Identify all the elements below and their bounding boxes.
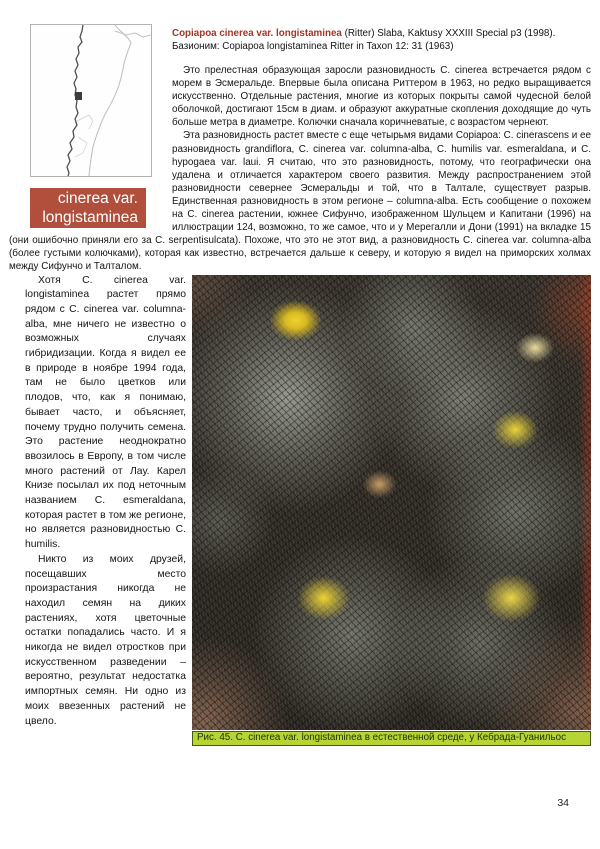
inland-line-2 xyxy=(75,137,87,157)
paragraph-3: Хотя C. cinerea var. longistaminea растет прямо рядом с C. cinerea var. columna-alba, мне ничего не известно о возможных случаях гибридизации. Когда я видел ее в природе в ноябре 1994 года, там не было цветков или плодов, что, как я понимаю, бывает часто, и объясняет, почему трудно получить семена. Это растение неоднократно ввозилось в Европу, в том числе много растений от Лау. Карел Книзе посылал их под неточным названием C. esmeraldana, которая растет в том же регионе, но является разновидностью C. humilis. xyxy=(25,274,186,551)
paragraph-1: Это прелестная образующая заросли разновидность C. cinerea встречается рядом с морем в Эсмеральде. Впервые была описана Риттером в 1963, но редко выращивается искусственно. Отдельные растения, многие из которых покрыты самой чудесной белой оболочкой, достигают 15см в диам. и образуют аккуратные скопления доходящие до чуть больше метра в диаметре. Колючки сначала коричневатые, с возрастом чернеют. xyxy=(172,65,591,129)
chile-map-drawing xyxy=(31,25,151,176)
title-reference: (Ritter) Slaba, Kaktusy XXXIII Special p3 (1998). xyxy=(341,28,556,39)
border-line xyxy=(89,25,131,176)
variety-label-line1: cinerea var. xyxy=(57,190,138,207)
species-title: Copiapoa cinerea var. longistaminea xyxy=(172,28,342,39)
paragraph-2: Эта разновидность растет вместе с еще четырьмя видами Copiapoa: C. cinerascens и ее разновидность grandiflora, C. cinerea var. columna-alba, C. humilis var. esmeraldana, и C. hypogaea var. laui. Я считаю, что это разновидность, потому, что географически она удалена и отличается характером своего развития. Между распространением этой разновидности севернее Эсмеральды и той, что в Талтале, существует разрыв. Единственная разновидность в этом регионе – columna-alba. Есть сообщение о похожем на C. cinerea растении, южнее Сифунчо, изображенном Шульцем и Капитани (1996) на иллюстрации 124, возможно, то же самое, что и у Мерегалли и Дони (1991) на вкладке 15 (они ошибочно приняли его за C. serpentisulcata). Похоже, что это не этот вид, а разновидность C. cinerea var. columna-alba (более густыми колючками), которая как известно, встречается дальше к северу, и которую я видел на приморских холмах между Сифунчо и Талталом. xyxy=(9,130,591,273)
cactus-photo xyxy=(192,275,591,730)
coastline xyxy=(67,25,83,176)
variety-label-line2: longistaminea xyxy=(42,208,138,226)
paragraph-4: Никто из моих друзей, посещавших место произрастания никогда не находил семян на диких растениях, хотя цветочные остатки попадались часто. И я никогда не видел отростков при искусственном разведении – вероятно, результат недостатка импортных семян. Ни одно из моих ввезенных растений не цвело. xyxy=(25,553,186,727)
left-column-graphics xyxy=(30,24,152,228)
variety-label-box xyxy=(30,188,146,228)
basionym-line: Базионим: Copiapoa longistaminea Ritter in Taxon 12: 31 (1963) xyxy=(172,41,454,52)
figure-caption: Рис. 45. C. cinerea var. longistaminea в естественной среде, у Кебрада-Гуанильос xyxy=(192,731,591,746)
map-location-marker xyxy=(75,92,82,100)
border-line-branch xyxy=(115,31,151,37)
inland-line xyxy=(77,115,93,129)
chile-map xyxy=(30,24,152,177)
page-number: 34 xyxy=(557,797,569,809)
cactus-photo-figure xyxy=(192,275,591,746)
